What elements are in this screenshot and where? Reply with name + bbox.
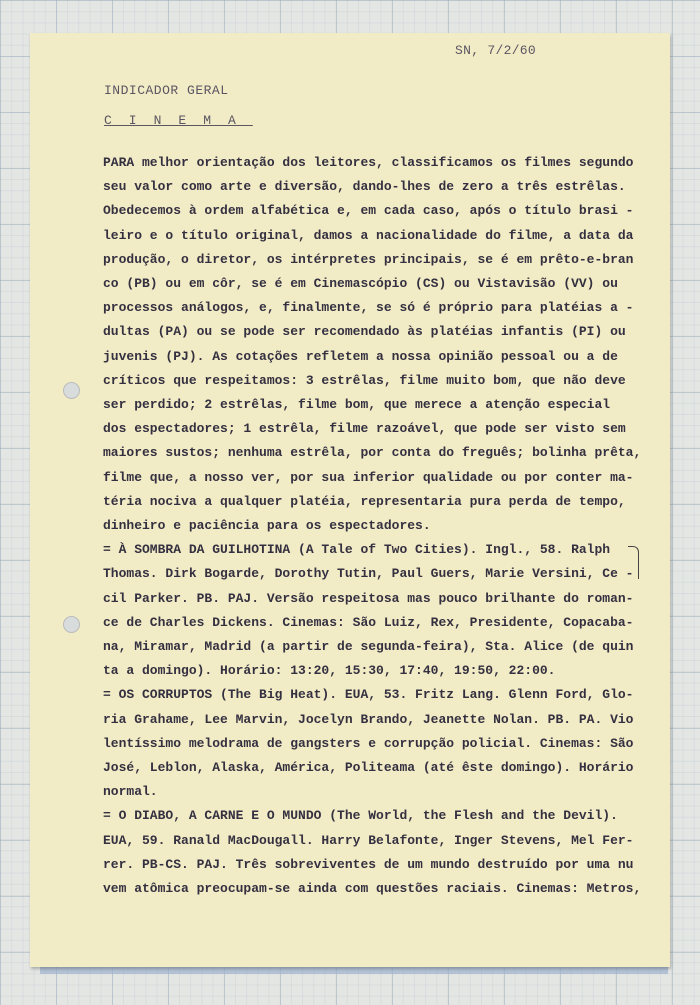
- scan-shadow: [40, 966, 668, 974]
- film-entry-line: José, Leblon, Alaska, América, Politeama (até êste domingo). Horário: [103, 760, 634, 776]
- intro-line: PARA melhor orientação dos leitores, classificamos os filmes segundo: [103, 155, 634, 170]
- film-entry-line: EUA, 59. Ranald MacDougall. Harry Belafonte, Inger Stevens, Mel Fer-: [103, 832, 634, 848]
- intro-line: ser perdido; 2 estrêlas, filme bom, que merece a atenção especial: [103, 397, 611, 413]
- film-entry-line: cil Parker. PB. PAJ. Versão respeitosa mas pouco brilhante do roman-: [103, 590, 634, 606]
- section-header: INDICADOR GERAL: [104, 83, 229, 98]
- intro-line: juvenis (PJ). As cotações refletem a nossa opinião pessoal ou a de: [103, 348, 618, 364]
- film-entry-line: vem atômica preocupam-se ainda com questões raciais. Cinemas: Metros,: [103, 881, 642, 897]
- film-entry-line: rer. PB-CS. PAJ. Três sobreviventes de um mundo destruído por uma nu: [103, 856, 634, 872]
- intro-line: dinheiro e paciência para os espectadores.: [103, 518, 431, 534]
- intro-line: críticos que respeitamos: 3 estrêlas, filme muito bom, que não deve: [103, 372, 626, 388]
- intro-line: seu valor como arte e diversão, dando-lhes de zero a três estrêlas.: [103, 179, 626, 195]
- intro-line: processos análogos, e, finalmente, se só é próprio para platéias a -: [103, 300, 634, 316]
- film-entry-line: na, Miramar, Madrid (a partir de segunda-feira), Sta. Alice (de quin: [103, 639, 634, 655]
- film-entry-line: = À SOMBRA DA GUILHOTINA (A Tale of Two Cities). Ingl., 58. Ralph: [103, 542, 611, 558]
- intro-line: dultas (PA) ou se pode ser recomendado às platéias infantis (PI) ou: [103, 324, 626, 340]
- film-entry-line: ce de Charles Dickens. Cinemas: São Luiz, Rex, Presidente, Copacaba-: [103, 614, 634, 630]
- film-entry-line: = OS CORRUPTOS (The Big Heat). EUA, 53. Fritz Lang. Glenn Ford, Glo-: [103, 687, 634, 703]
- intro-line: téria nociva a qualquer platéia, representaria pura perda de tempo,: [103, 493, 626, 509]
- film-entry-line: normal.: [103, 784, 158, 800]
- film-entry-line: ta a domingo). Horário: 13:20, 15:30, 17:40, 19:50, 22:00.: [103, 663, 556, 679]
- document-reference: SN, 7/2/60: [455, 43, 537, 58]
- article-body: [103, 151, 643, 901]
- punch-hole-upper: [63, 382, 80, 399]
- intro-line: maiores sustos; nenhuma estrêla, por conta do freguês; bolinha prêta,: [103, 445, 642, 461]
- intro-line: co (PB) ou em côr, se é em Cinemascópio (CS) ou Vistavisão (VV) ou: [103, 276, 618, 292]
- intro-line: dos espectadores; 1 estrêla, filme razoável, que pode ser visto sem: [103, 421, 626, 437]
- intro-line: filme que, a nosso ver, por sua inferior qualidade ou por conter ma-: [103, 469, 634, 485]
- film-entry-line: Thomas. Dirk Bogarde, Dorothy Tutin, Paul Guers, Marie Versini, Ce -: [103, 566, 634, 582]
- film-entry-line: lentíssimo melodrama de gangsters e corrupção policial. Cinemas: São: [103, 735, 634, 751]
- intro-line: produção, o diretor, os intérpretes principais, se é em prêto-e-bran: [103, 251, 634, 267]
- film-entry-line: ria Grahame, Lee Marvin, Jocelyn Brando, Jeanette Nolan. PB. PA. Vio: [103, 711, 634, 727]
- film-entry-line: = O DIABO, A CARNE E O MUNDO (The World, the Flesh and the Devil).: [103, 808, 618, 824]
- section-title: CINEMA: [104, 113, 253, 128]
- punch-hole-lower: [63, 616, 80, 633]
- typewritten-page: [30, 33, 670, 967]
- intro-line: leiro e o título original, damos a nacionalidade do filme, a data da: [103, 227, 634, 243]
- intro-line: Obedecemos à ordem alfabética e, em cada caso, após o título brasi -: [103, 203, 634, 219]
